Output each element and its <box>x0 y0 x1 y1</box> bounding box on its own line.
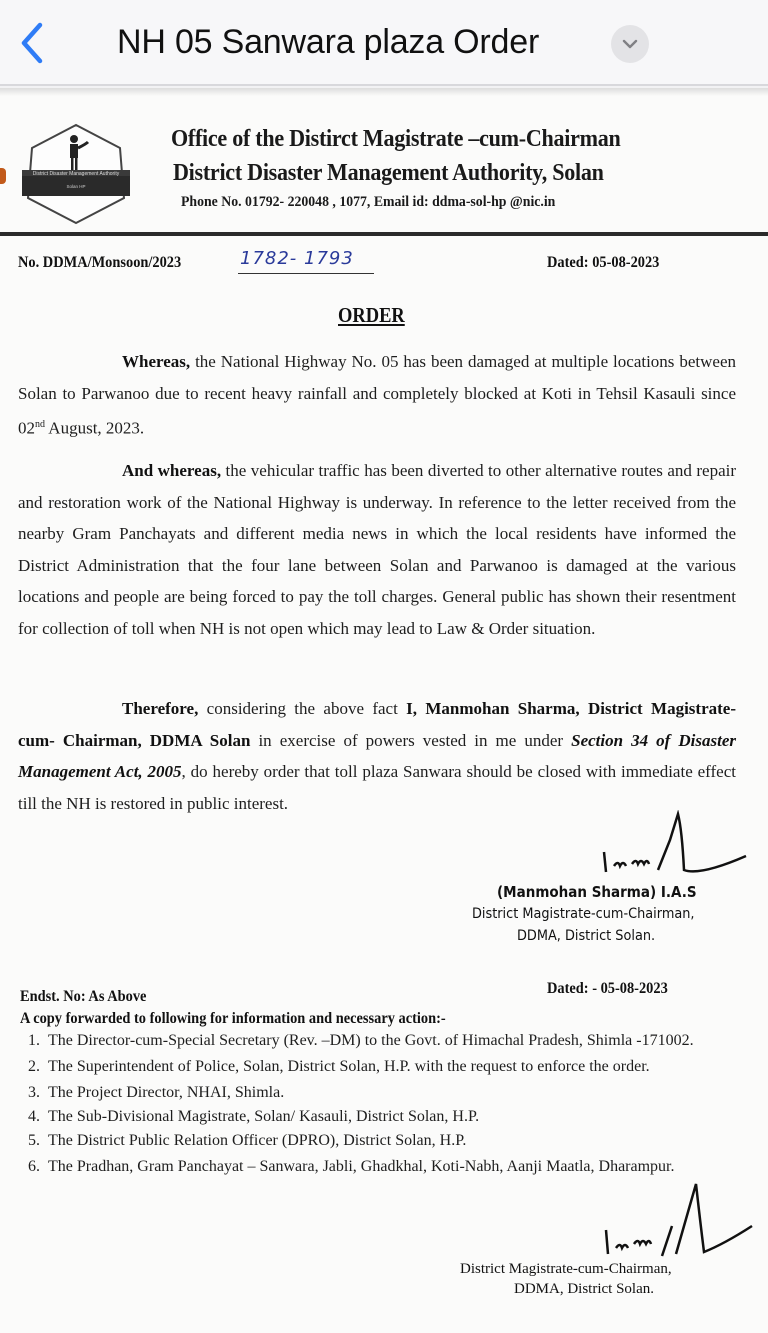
document-page <box>0 88 768 1333</box>
back-button[interactable] <box>14 20 50 66</box>
document-title: NH 05 Sanwara plaza Order <box>117 23 540 61</box>
p3-mid1: considering the above fact <box>198 699 407 718</box>
recipient-text: The Pradhan, Gram Panchayat – Sanwara, Jabli, Ghadkhal, Koti-Nabh, Aanji Maatla, Dharampur. <box>48 1158 675 1175</box>
endorsement-date: Dated: - 05-08-2023 <box>547 980 668 997</box>
ddma-logo-icon <box>20 122 132 226</box>
letterhead-office: Office of the Distirct Magistrate –cum-Chairman <box>171 126 621 152</box>
recipient-text: The Project Director, NHAI, Shimla. <box>48 1084 285 1101</box>
copy-forward-heading: A copy forwarded to following for information and necessary action:- <box>20 1010 446 1027</box>
signature-icon <box>600 810 750 880</box>
list-item: 6. The Pradhan, Gram Panchayat – Sanwara, Jabli, Ghadkhal, Koti-Nabh, Aanji Maatla, Dharampur. <box>20 1154 740 1180</box>
svg-text:District Disaster Management A: District Disaster Management Authority <box>32 171 120 177</box>
paragraph-whereas <box>18 346 736 444</box>
chevron-left-icon <box>14 20 50 66</box>
endorsement-signatory-department: DDMA, District Solan. <box>514 1281 654 1297</box>
signatory-title: District Magistrate-cum-Chairman, <box>472 906 695 922</box>
letterhead-divider <box>0 232 768 236</box>
p3-section-reference: Section 34 of Disaster Management Act, 2005 <box>18 730 736 781</box>
reference-number: No. DDMA/Monsoon/2023 <box>18 254 182 271</box>
list-item: 3. The Project Director, NHAI, Shimla. <box>20 1082 740 1104</box>
recipient-text: The Sub-Divisional Magistrate, Solan/ Kasauli, District Solan, H.P. <box>48 1108 480 1125</box>
p1-superscript: nd <box>35 419 45 430</box>
signatory-name: (Manmohan Sharma) I.A.S <box>497 883 697 901</box>
list-item: 2. The Superintendent of Police, Solan, District Solan, H.P. with the request to enforce the order. <box>20 1054 740 1080</box>
list-item: 5. The District Public Relation Officer (DPRO), District Solan, H.P. <box>20 1130 740 1152</box>
title-menu-button[interactable] <box>611 25 649 63</box>
p1-body: the National Highway No. 05 has been damaged at multiple locations between Solan to Parwanoo due to recent heavy rainfall and completely blocked at Koti in Tehsil Kasauli since 02 <box>18 352 736 438</box>
endorsement-signatory-title: District Magistrate-cum-Chairman, <box>460 1261 672 1277</box>
p2-body: the vehicular traffic has been diverted to other alternative routes and repair and restoration work of the National Highway is underway. In reference to the letter received from the nearby Gram Panchayats and different media news in which the local residents have informed the District Administration that the four lane between Solan and Parwanoo is damaged at the various locations and people are being forced to pay the toll charges. General public has shown their resentment for collection of toll when NH is not open which may lead to Law & Order situation. <box>18 461 736 638</box>
page-edge <box>0 88 768 96</box>
recipient-text: The District Public Relation Officer (DPRO), District Solan, H.P. <box>48 1132 467 1149</box>
signatory-department: DDMA, District Solan. <box>517 928 656 944</box>
paragraph-and-whereas <box>18 455 736 644</box>
svg-text:Solan HP: Solan HP <box>66 184 86 189</box>
p1-tail: August, 2023. <box>45 418 145 438</box>
p3-authority: I, Manmohan Sharma, District Magistrate-cum- Chairman, DDMA Solan <box>18 699 737 750</box>
page-mark <box>0 168 6 184</box>
p3-tail: , do hereby order that toll plaza Sanwara should be closed with immediate effect till the NH is restored in public interest. <box>18 762 736 813</box>
recipient-text: The Superintendent of Police, Solan, District Solan, H.P. with the request to enforce the order. <box>48 1058 650 1075</box>
p2-lead: And whereas, <box>122 461 222 480</box>
copy-recipient-list <box>20 1030 740 1182</box>
p3-lead: Therefore, <box>122 699 199 718</box>
ddma-logo <box>20 122 132 226</box>
letterhead-contact: Phone No. 01792- 220048 , 1077, Email id: ddma-sol-hp @nic.in <box>181 194 556 210</box>
list-item: 1. The Director-cum-Special Secretary (Rev. –DM) to the Govt. of Himachal Pradesh, Shimla -171002. <box>20 1030 740 1052</box>
p3-mid2: in exercise of powers vested in me under <box>250 730 572 750</box>
reference-handwritten: 1782- 1793 <box>238 248 374 274</box>
top-navigation-bar <box>0 0 768 86</box>
list-item: 4. The Sub-Divisional Magistrate, Solan/ Kasauli, District Solan, H.P. <box>20 1106 740 1128</box>
recipient-text: The Director-cum-Special Secretary (Rev. –DM) to the Govt. of Himachal Pradesh, Shimla -171002. <box>48 1032 694 1049</box>
signature-icon <box>600 1180 760 1260</box>
chevron-down-icon <box>621 38 639 50</box>
endorsement-number: Endst. No: As Above <box>20 988 147 1005</box>
order-heading: ORDER <box>338 303 405 327</box>
order-date: Dated: 05-08-2023 <box>547 254 660 271</box>
paragraph-therefore <box>18 693 736 819</box>
letterhead-authority: District Disaster Management Authority, Solan <box>173 160 604 186</box>
p1-lead: Whereas, <box>122 352 191 371</box>
